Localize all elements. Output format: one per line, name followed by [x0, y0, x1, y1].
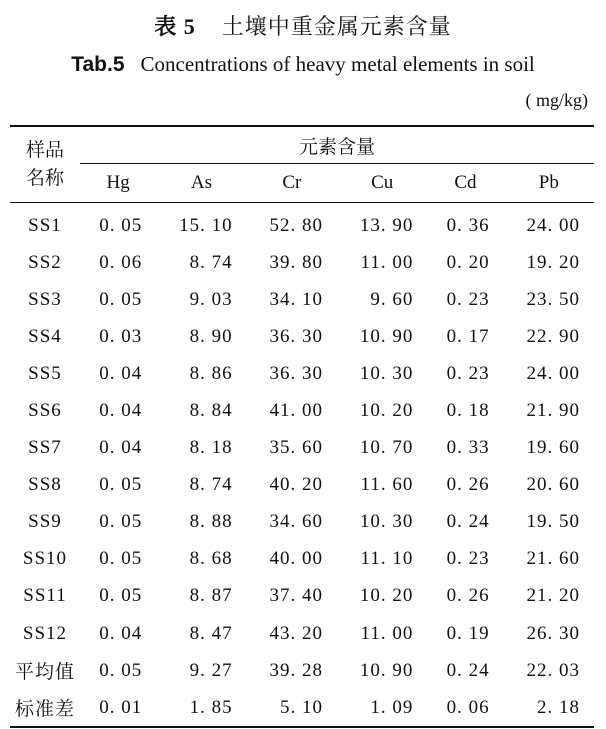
value-cell-hg: 0. 05	[99, 288, 143, 310]
value-cell-hg: 0. 05	[99, 474, 143, 496]
value-cell-cd: 0. 20	[446, 251, 490, 273]
sample-name-cell: SS9	[28, 511, 62, 533]
value-cell-cr: 34. 10	[269, 288, 323, 310]
sample-name-cell: SS12	[22, 622, 68, 644]
value-cell-cu: 11. 00	[360, 251, 414, 273]
value-cell-as: 8. 90	[189, 325, 233, 347]
value-cell-as: 15. 10	[179, 214, 233, 236]
value-cell-hg: 0. 04	[99, 437, 143, 459]
table-title-cn-text: 土壤中重金属元素含量	[221, 14, 452, 39]
value-cell-cu: 10. 20	[359, 585, 414, 607]
value-cell-hg: 0. 05	[99, 214, 143, 236]
sample-name-header	[10, 126, 80, 203]
value-cell-pb: 19. 50	[526, 511, 580, 533]
value-cell-cr: 39. 80	[269, 251, 323, 273]
table-row	[10, 504, 594, 541]
value-cell-as: 8. 18	[189, 437, 233, 459]
table-row	[10, 281, 594, 318]
table-number-en: Tab.5	[71, 53, 125, 76]
table-row	[10, 541, 594, 578]
table-row	[10, 318, 594, 355]
table-row	[10, 652, 594, 689]
value-cell-pb: 22. 03	[526, 659, 580, 681]
value-cell-cd: 0. 26	[446, 474, 490, 496]
value-cell-hg: 0. 05	[99, 585, 143, 607]
value-cell-hg: 0. 05	[99, 548, 143, 570]
value-cell-cu: 11. 60	[360, 474, 414, 496]
value-cell-cu: 10. 90	[359, 325, 414, 347]
value-cell-pb: 26. 30	[526, 622, 580, 644]
value-cell-cr: 40. 20	[269, 474, 323, 496]
value-cell-cr: 43. 20	[269, 622, 323, 644]
value-cell-cr: 37. 40	[269, 585, 323, 607]
value-cell-cr: 36. 30	[269, 362, 323, 384]
value-cell-cd: 0. 33	[446, 437, 490, 459]
value-cell-pb: 24. 00	[526, 214, 580, 236]
sample-header-line1: 样品	[25, 139, 64, 161]
value-cell-as: 9. 27	[189, 659, 233, 681]
value-cell-pb: 2. 18	[504, 689, 594, 727]
value-cell-cu: 13. 90	[359, 214, 414, 236]
table-title-en-text: Concentrations of heavy metal elements in soil	[140, 52, 535, 76]
value-cell-cu: 10. 30	[359, 362, 414, 384]
value-cell-cu: 11. 00	[360, 622, 414, 644]
value-cell-as: 8. 47	[189, 622, 233, 644]
column-header-pb: Pb	[504, 164, 594, 203]
value-cell-cu: 10. 20	[359, 400, 414, 422]
table-row	[10, 244, 594, 281]
value-cell-pb: 20. 60	[526, 474, 580, 496]
value-cell-hg: 0. 04	[99, 362, 143, 384]
sample-name-cell: SS5	[28, 362, 62, 384]
sample-name-cell: SS11	[23, 585, 67, 607]
value-cell-hg: 0. 05	[99, 659, 143, 681]
value-cell-hg: 0. 03	[99, 325, 143, 347]
sample-name-cell: SS7	[28, 437, 62, 459]
value-cell-cd: 0. 24	[446, 511, 490, 533]
value-cell-as: 8. 74	[189, 251, 233, 273]
value-cell-hg: 0. 05	[99, 511, 143, 533]
sample-name-cell: SS8	[28, 474, 62, 496]
element-content-header: 元素含量	[80, 126, 594, 164]
value-cell-pb: 21. 20	[526, 585, 580, 607]
table-number-cn: 表 5	[154, 14, 196, 39]
header-row-columns	[10, 164, 594, 203]
value-cell-cr: 41. 00	[269, 400, 323, 422]
value-cell-hg: 0. 04	[99, 400, 143, 422]
value-cell-as: 8. 87	[189, 585, 233, 607]
value-cell-cr: 5. 10	[247, 689, 337, 727]
table-row	[10, 355, 594, 392]
value-cell-cu: 10. 70	[359, 437, 414, 459]
value-cell-cu: 1. 09	[337, 689, 427, 727]
value-cell-as: 1. 85	[156, 689, 246, 727]
value-cell-as: 8. 86	[189, 362, 233, 384]
table-body	[10, 203, 594, 728]
sample-name-cell: SS1	[28, 214, 62, 236]
sample-header-line2: 名称	[25, 167, 64, 189]
value-cell-as: 9. 03	[189, 288, 233, 310]
value-cell-as: 8. 74	[189, 474, 233, 496]
table-row	[10, 578, 594, 615]
table-row	[10, 430, 594, 467]
table-row	[10, 392, 594, 429]
sample-name-cell: SS10	[22, 548, 68, 570]
value-cell-cd: 0. 17	[446, 325, 490, 347]
value-cell-cd: 0. 23	[446, 548, 490, 570]
value-cell-cu: 10. 90	[359, 659, 414, 681]
concentration-table	[10, 125, 594, 728]
table-title-en	[0, 52, 606, 77]
sample-name-cell: 平均值	[14, 662, 75, 684]
value-cell-cr: 34. 60	[269, 511, 323, 533]
table-row	[10, 615, 594, 652]
value-cell-cu: 10. 30	[359, 511, 414, 533]
value-cell-pb: 22. 90	[526, 325, 580, 347]
column-header-hg: Hg	[80, 164, 156, 203]
column-header-cr: Cr	[247, 164, 337, 203]
header-row-group	[10, 126, 594, 164]
value-cell-cu: 11. 10	[360, 548, 414, 570]
value-cell-cd: 0. 23	[446, 362, 490, 384]
value-cell-pb: 19. 20	[526, 251, 580, 273]
value-cell-cr: 52. 80	[269, 214, 323, 236]
sample-name-cell: SS4	[28, 325, 62, 347]
table-title-cn	[0, 10, 606, 41]
value-cell-as: 8. 68	[189, 548, 233, 570]
sample-name-cell: SS6	[28, 400, 62, 422]
sample-name-cell: SS2	[28, 251, 62, 273]
value-cell-as: 8. 88	[189, 511, 233, 533]
sample-name-cell: SS3	[28, 288, 62, 310]
value-cell-hg: 0. 04	[99, 622, 143, 644]
value-cell-cd: 0. 36	[446, 214, 490, 236]
value-cell-cd: 0. 26	[446, 585, 490, 607]
column-header-as: As	[156, 164, 246, 203]
value-cell-cr: 36. 30	[269, 325, 323, 347]
value-cell-hg: 0. 01	[80, 689, 156, 727]
value-cell-as: 8. 84	[189, 400, 233, 422]
table-row	[10, 467, 594, 504]
value-cell-pb: 21. 90	[526, 400, 580, 422]
table-row	[10, 203, 594, 245]
value-cell-cr: 35. 60	[269, 437, 323, 459]
value-cell-pb: 19. 60	[526, 437, 580, 459]
value-cell-cd: 0. 18	[446, 400, 490, 422]
value-cell-pb: 21. 60	[526, 548, 580, 570]
value-cell-pb: 23. 50	[526, 288, 580, 310]
sample-name-cell: 标准差	[10, 689, 80, 727]
table-row	[10, 689, 594, 727]
value-cell-hg: 0. 06	[99, 251, 143, 273]
value-cell-cd: 0. 23	[446, 288, 490, 310]
unit-label: ( mg/kg)	[525, 90, 588, 110]
column-header-cd: Cd	[427, 164, 503, 203]
value-cell-cd: 0. 06	[427, 689, 503, 727]
value-cell-cd: 0. 24	[446, 659, 490, 681]
value-cell-cu: 9. 60	[370, 288, 414, 310]
value-cell-cd: 0. 19	[446, 622, 490, 644]
column-header-cu: Cu	[337, 164, 427, 203]
value-cell-cr: 39. 28	[269, 659, 323, 681]
value-cell-cr: 40. 00	[269, 548, 323, 570]
value-cell-pb: 24. 00	[526, 362, 580, 384]
